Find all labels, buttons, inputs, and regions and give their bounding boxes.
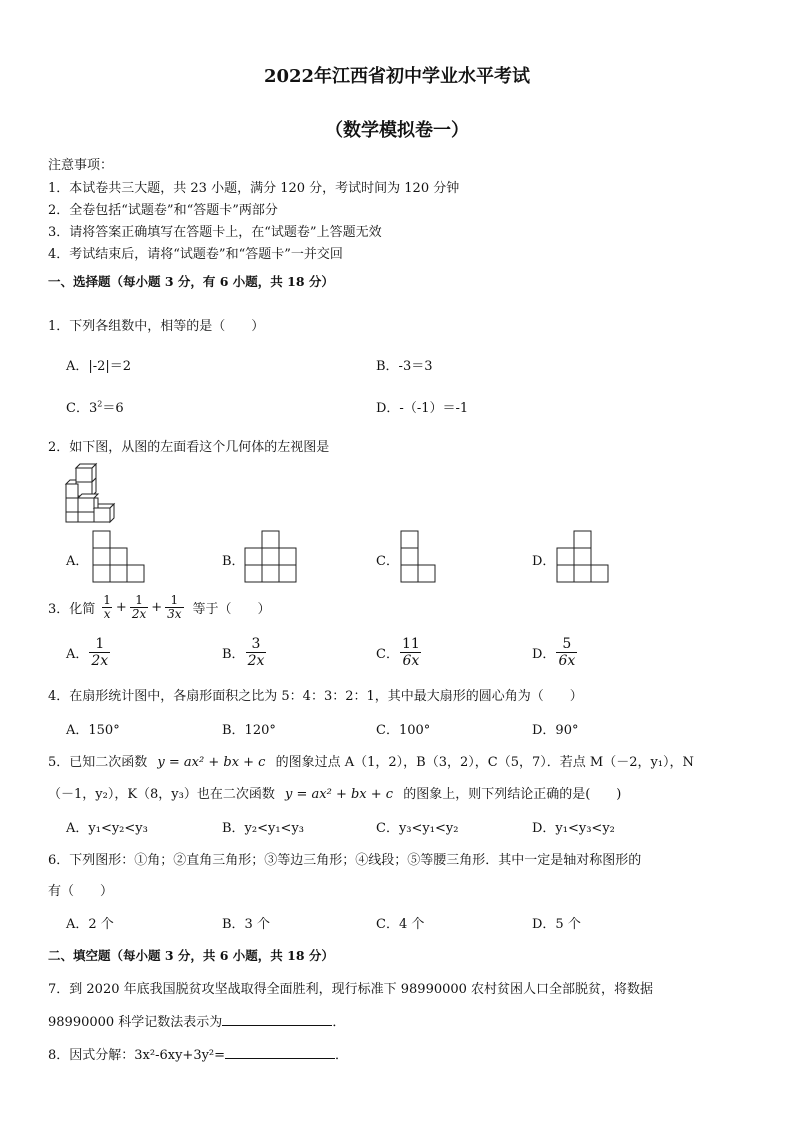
notes-heading: 注意事项： <box>48 158 114 173</box>
note-item: 3．请将答案正确填写在答题卡上，在“试题卷”上答题无效 <box>48 225 382 240</box>
q3-term-1-num: 1 <box>103 593 111 607</box>
q3-option-a <box>66 636 111 669</box>
cube-solid-figure <box>62 462 124 526</box>
q7-line2-end: ． <box>332 1015 346 1030</box>
q5-line2-prefix: （－1，y₂），K（8，y₃）也在二次函数 <box>48 787 275 802</box>
q4-option-b: B．120° <box>222 723 276 738</box>
q2-option-b: B． <box>222 554 245 569</box>
q3-term-1 <box>101 594 113 621</box>
q5-function: y = ax² + bx + c <box>157 755 266 770</box>
question-6-line-2: 有（ ） <box>48 884 114 899</box>
q3-option-b <box>222 636 267 669</box>
q3-option-a-fraction <box>89 636 110 669</box>
question-5-line-2 <box>48 783 621 802</box>
q2-option-b-figure <box>244 530 300 584</box>
question-2-stem: 2．如下图，从图的左面看这个几何体的左视图是 <box>48 440 330 455</box>
q3-option-a-den: 2x <box>91 653 109 669</box>
q3-option-b-fraction <box>246 636 267 669</box>
q3-option-c-den: 6x <box>402 653 420 669</box>
section-heading-choice: 一、选择题（每小题 3 分，有 6 小题，共 18 分） <box>48 274 334 289</box>
q8-text: 8．因式分解：3x²-6xy+3y²= <box>48 1048 226 1063</box>
q6-option-c: C．4 个 <box>376 917 425 932</box>
q3-term-3-num: 1 <box>170 593 179 607</box>
q8-answer-blank[interactable] <box>225 1044 335 1059</box>
q6-option-d: D．5 个 <box>532 917 581 932</box>
q2-option-c-figure <box>400 530 440 584</box>
q3-option-c-label: C． <box>376 647 399 662</box>
page-title: 2022年江西省初中学业水平考试 <box>263 66 531 87</box>
q3-option-d-num: 5 <box>562 636 572 652</box>
q1-option-c <box>66 397 124 416</box>
q7-answer-blank[interactable] <box>222 1011 332 1026</box>
q2-option-a: A． <box>66 554 89 569</box>
q5-line1-prefix: 5．已知二次函数 <box>48 755 148 770</box>
q3-option-b-label: B． <box>222 647 245 662</box>
question-4-stem: 4．在扇形统计图中，各扇形面积之比为 5：4：3：2：1，其中最大扇形的圆心角为（ ） <box>48 689 583 704</box>
q6-option-b: B．3 个 <box>222 917 270 932</box>
q3-term-2 <box>130 594 148 621</box>
q1-c-base: C．3 <box>66 401 98 416</box>
q3-term-3 <box>165 594 183 621</box>
q5-line1-suffix: 的图象过点 A（1，2），B（3，2），C（5，7）．若点 M（－2，y₁），N <box>275 755 694 770</box>
q2-option-a-figure <box>92 530 148 584</box>
question-3-stem <box>48 594 271 621</box>
page-subtitle: （数学模拟卷一） <box>325 120 469 141</box>
q2-option-d: D． <box>532 554 556 569</box>
question-7-line-2 <box>48 1011 345 1030</box>
q4-option-d: D．90° <box>532 723 579 738</box>
note-item: 2．全卷包括“试题卷”和“答题卡”两部分 <box>48 203 278 218</box>
q3-option-a-num: 1 <box>95 636 105 652</box>
q5-option-b: B．y₂<y₁<y₃ <box>222 821 305 836</box>
q2-option-d-figure <box>556 530 612 584</box>
q3-option-c-fraction <box>400 636 422 669</box>
note-item: 4．考试结束后，请将“试题卷”和“答题卡”一并交回 <box>48 247 343 262</box>
question-5-line-1 <box>48 751 694 770</box>
q3-option-a-label: A． <box>66 647 89 662</box>
q1-option-b: B．-3＝3 <box>376 359 433 374</box>
q1-c-rest: ＝6 <box>102 401 124 416</box>
q3-term-2-den: 2x <box>131 607 147 621</box>
q3-option-c-num: 11 <box>401 636 420 652</box>
q1-option-a: A．|-2|＝2 <box>66 359 132 374</box>
q6-option-a: A．2 个 <box>66 917 114 932</box>
question-7-line-1: 7．到 2020 年底我国脱贫攻坚战取得全面胜利，现行标准下 98990000 农村贫困人口全部脱贫，将数据 <box>48 982 654 997</box>
q5-function: y = ax² + bx + c <box>285 787 394 802</box>
q3-term-2-num: 1 <box>135 593 143 607</box>
q3-option-b-num: 3 <box>251 636 261 652</box>
section-heading-fill: 二、填空题（每小题 3 分，共 6 小题，共 18 分） <box>48 948 334 963</box>
q3-option-b-den: 2x <box>247 653 265 669</box>
q3-term-3-den: 3x <box>167 607 182 621</box>
q3-option-d-den: 6x <box>558 653 576 669</box>
q8-end: ． <box>335 1048 349 1063</box>
q5-option-d: D．y₁<y₃<y₂ <box>532 821 615 836</box>
q4-option-c: C．100° <box>376 723 431 738</box>
question-1-stem: 1．下列各组数中，相等的是（ ） <box>48 319 265 334</box>
q3-option-c <box>376 636 423 669</box>
q2-option-c: C． <box>376 554 399 569</box>
q3-option-d-label: D． <box>532 647 556 662</box>
q3-term-1-den: x <box>103 607 111 621</box>
question-8 <box>48 1044 348 1063</box>
q3-stem-prefix: 3．化简 <box>48 602 96 617</box>
q1-c-exponent: 2 <box>97 399 103 409</box>
question-6-line-1: 6．下列图形：①角；②直角三角形；③等边三角形；④线段；⑤等腰三角形．其中一定是轴对称图形的 <box>48 853 642 868</box>
q5-line2-suffix: 的图象上，则下列结论正确的是( ) <box>403 787 622 802</box>
plus-sign: + <box>115 600 127 615</box>
q1-option-d: D．-（-1）＝-1 <box>376 401 469 416</box>
q3-stem-suffix: 等于（ ） <box>192 602 271 617</box>
note-item: 1．本试卷共三大题，共 23 小题，满分 120 分，考试时间为 120 分钟 <box>48 181 460 196</box>
q3-option-d <box>532 636 578 669</box>
q3-option-d-fraction <box>556 636 577 669</box>
plus-sign: + <box>151 600 163 615</box>
q4-option-a: A．150° <box>66 723 120 738</box>
q7-line2-text: 98990000 科学记数法表示为 <box>48 1015 223 1030</box>
q5-option-c: C．y₃<y₁<y₂ <box>376 821 459 836</box>
q5-option-a: A．y₁<y₂<y₃ <box>66 821 148 836</box>
